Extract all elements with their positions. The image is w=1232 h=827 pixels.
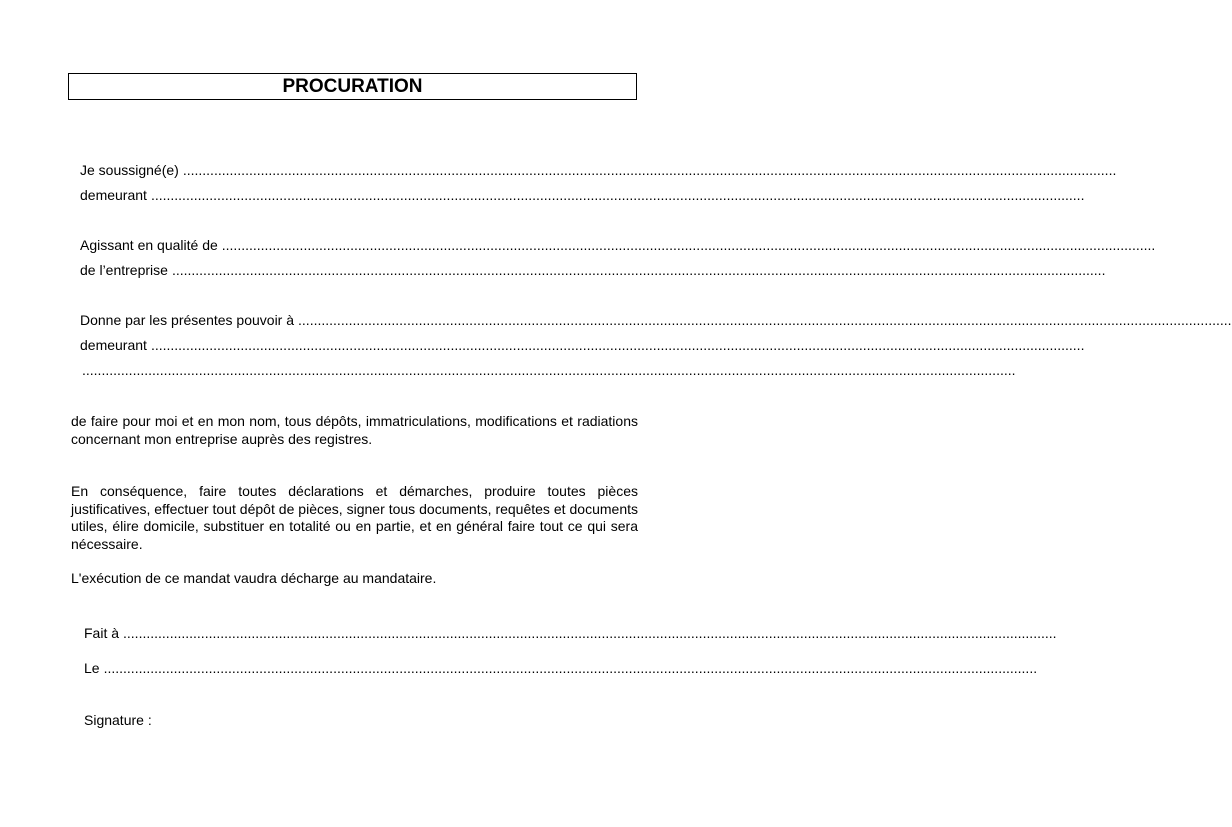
field-demeurant-2	[80, 336, 1085, 354]
field-entreprise	[80, 261, 1106, 279]
field-label: Le	[84, 660, 100, 676]
field-label: Fait à	[84, 625, 120, 641]
field-label: Donne par les présentes pouvoir à	[80, 312, 295, 328]
fill-in-line: ................................................................................................................................................................................................................................................	[123, 625, 1057, 641]
fill-in-line: ................................................................................................................................................................................................................................................	[221, 237, 1156, 253]
fill-in-line: ................................................................................................................................................................................................................................................	[298, 312, 1232, 328]
field-label: de l’entreprise	[80, 262, 168, 278]
field-label: Agissant en qualité de	[80, 237, 218, 253]
paragraph-consequence: En conséquence, faire toutes déclarations et démarches, produire toutes pièces justificatives, effectuer tout dépôt de pièces, signer tous documents, requêtes et documents utiles, élire domicile, substituer en totalité ou en partie, et en général faire tout ce qui sera nécessaire.	[71, 483, 638, 552]
fill-in-line: ................................................................................................................................................................................................................................................	[182, 162, 1117, 178]
fill-in-line: ................................................................................................................................................................................................................................................	[150, 337, 1085, 353]
field-qualite	[80, 236, 1156, 254]
field-label: demeurant	[80, 187, 147, 203]
field-pouvoir	[80, 311, 1232, 329]
field-label: Je soussigné(e)	[80, 162, 179, 178]
field-fait-a	[84, 624, 1057, 642]
field-demeurant-1	[80, 186, 1085, 204]
field-soussigne	[80, 161, 1117, 179]
field-date	[84, 659, 1038, 677]
signature-label: Signature :	[84, 712, 152, 728]
fill-in-line: ................................................................................................................................................................................................................................................	[171, 262, 1106, 278]
fill-in-line: ................................................................................................................................................................................................................................................	[103, 660, 1038, 676]
paragraph-purpose: de faire pour moi et en mon nom, tous dépôts, immatriculations, modifications et radiations concernant mon entreprise auprès des registres.	[71, 413, 638, 447]
field-address-continuation	[82, 361, 1016, 379]
field-label: demeurant	[80, 337, 147, 353]
fill-in-line: ................................................................................................................................................................................................................................................	[150, 187, 1085, 203]
fill-in-line: ................................................................................................................................................................................................................................................	[82, 362, 1016, 378]
paragraph-execution: L'exécution de ce mandat vaudra décharge au mandataire.	[71, 570, 437, 586]
document-title: PROCURATION	[68, 73, 637, 100]
